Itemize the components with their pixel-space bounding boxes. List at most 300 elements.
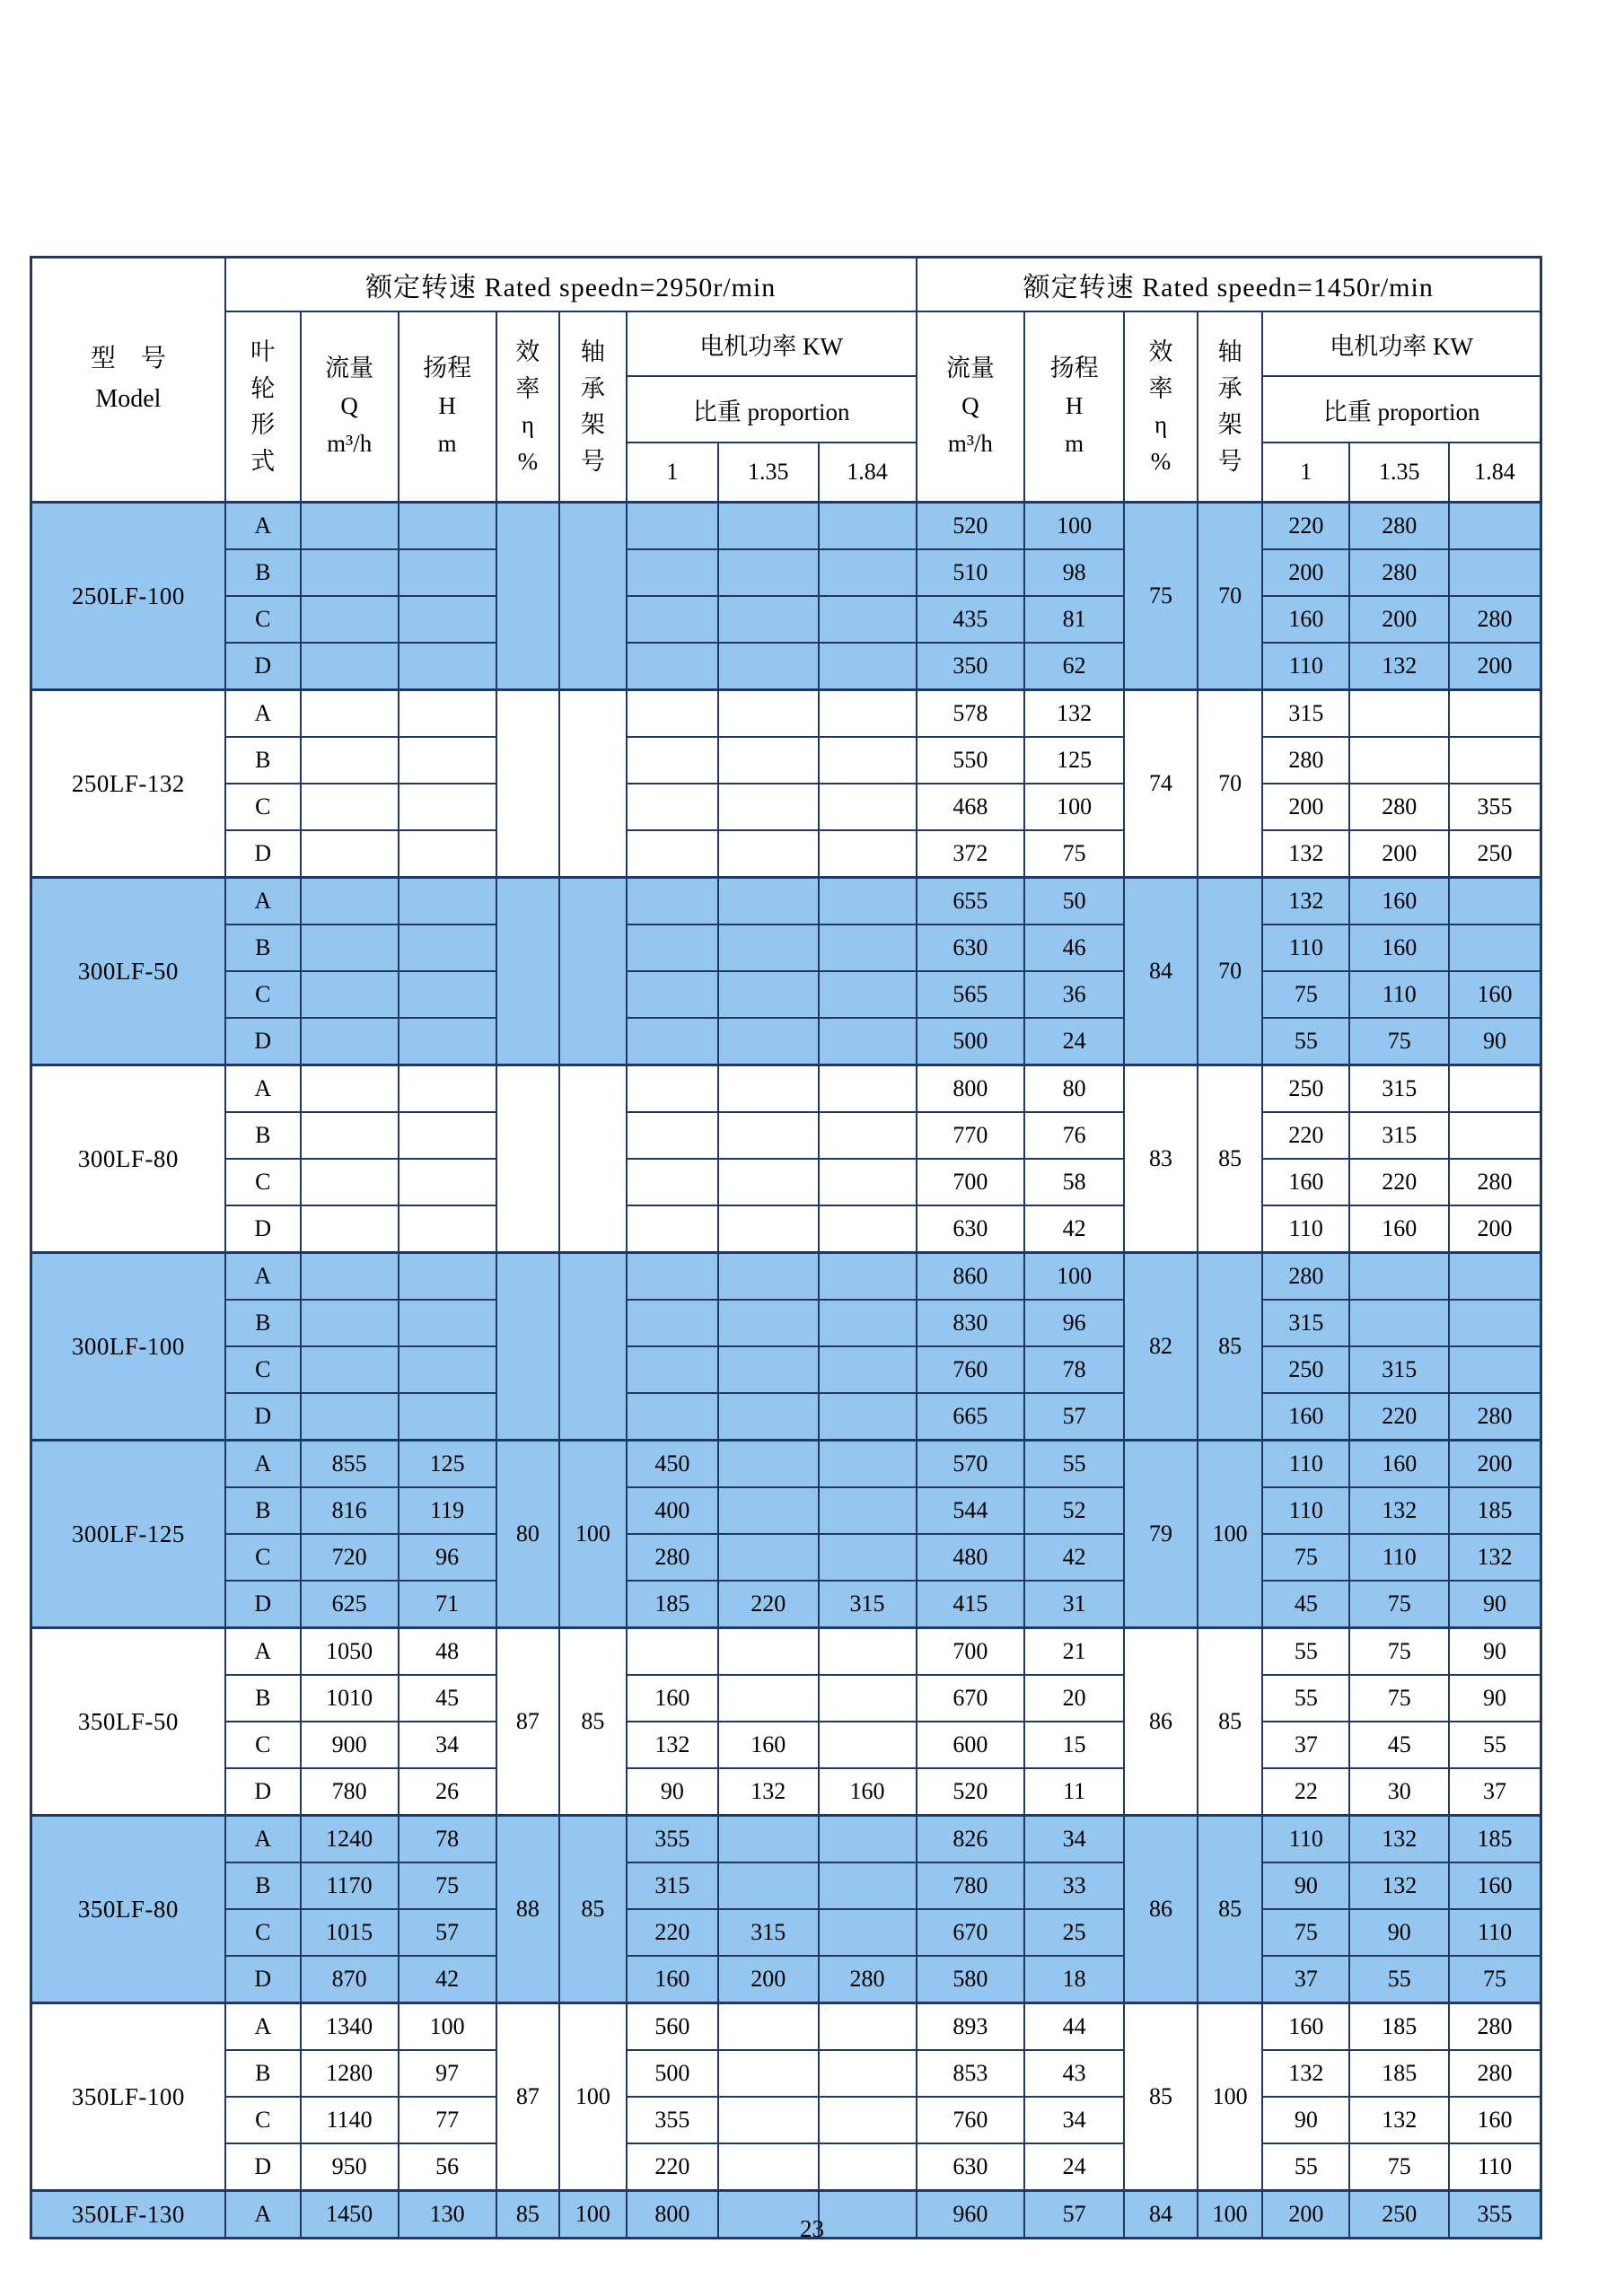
power-1450-ratio135-cell: 280 bbox=[1349, 784, 1449, 830]
head-1450-cell: 132 bbox=[1024, 690, 1124, 738]
flow-1450-cell: 578 bbox=[917, 690, 1025, 738]
power-2950-ratio135-cell bbox=[718, 2050, 819, 2097]
power-1450-ratio135-cell: 315 bbox=[1349, 1065, 1449, 1113]
power-2950-ratio1-cell bbox=[627, 1393, 718, 1441]
flow-header-2950: 流量 Q m³/h bbox=[301, 311, 399, 503]
model-cell: 350LF-50 bbox=[31, 1628, 225, 1816]
head-2950-cell bbox=[399, 1393, 496, 1441]
head-2950-cell bbox=[399, 596, 496, 643]
head-2950-cell bbox=[399, 784, 496, 830]
power-2950-ratio1-cell bbox=[627, 830, 718, 878]
power-1450-ratio135-cell: 132 bbox=[1349, 1816, 1449, 1863]
impeller-form-cell: A bbox=[225, 2191, 301, 2239]
head-1450-cell: 100 bbox=[1024, 1253, 1124, 1301]
efficiency-1450-cell: 75 bbox=[1124, 503, 1198, 690]
head-1450-cell: 55 bbox=[1024, 1441, 1124, 1488]
head-2950-cell bbox=[399, 549, 496, 596]
impeller-form-cell: B bbox=[225, 549, 301, 596]
flow-2950-cell bbox=[301, 784, 399, 830]
power-1450-ratio184-cell: 355 bbox=[1449, 2191, 1541, 2239]
power-1450-ratio184-cell: 110 bbox=[1449, 2143, 1541, 2191]
bearing-2950-cell bbox=[559, 1065, 627, 1253]
power-2950-ratio1-cell bbox=[627, 1253, 718, 1301]
head-2950-cell bbox=[399, 925, 496, 971]
flow-1450-cell: 960 bbox=[917, 2191, 1025, 2239]
flow-1450-cell: 770 bbox=[917, 1112, 1025, 1159]
power-2950-ratio1-cell bbox=[627, 1018, 718, 1065]
power-1450-ratio184-cell: 90 bbox=[1449, 1675, 1541, 1722]
power-2950-ratio135-cell: 220 bbox=[718, 1581, 819, 1628]
head-1450-cell: 31 bbox=[1024, 1581, 1124, 1628]
flow-1450-cell: 520 bbox=[917, 1768, 1025, 1816]
power-1450-ratio184-cell: 280 bbox=[1449, 2050, 1541, 2097]
impeller-form-cell: A bbox=[225, 1065, 301, 1113]
power-1450-ratio1-cell: 160 bbox=[1262, 2003, 1349, 2051]
power-1450-ratio135-cell: 280 bbox=[1349, 549, 1449, 596]
flow-2950-cell bbox=[301, 1112, 399, 1159]
bearing-2950-cell: 100 bbox=[559, 2191, 627, 2239]
head-2950-cell: 75 bbox=[399, 1862, 496, 1909]
model-cell: 300LF-80 bbox=[31, 1065, 225, 1253]
flow-2950-cell bbox=[301, 596, 399, 643]
power-1450-ratio1-cell: 110 bbox=[1262, 1205, 1349, 1253]
flow-2950-cell: 1140 bbox=[301, 2097, 399, 2143]
head-1450-cell: 25 bbox=[1024, 1909, 1124, 1956]
power-1450-ratio1-cell: 90 bbox=[1262, 1862, 1349, 1909]
power-1450-ratio184-cell: 160 bbox=[1449, 2097, 1541, 2143]
head-2950-cell: 26 bbox=[399, 1768, 496, 1816]
power-1450-ratio135-cell bbox=[1349, 1300, 1449, 1346]
flow-1450-cell: 860 bbox=[917, 1253, 1025, 1301]
efficiency-2950-cell: 87 bbox=[496, 2003, 559, 2191]
speed-header-1450: 额定转速 Rated speedn=1450r/min bbox=[917, 258, 1541, 312]
flow-2950-cell: 780 bbox=[301, 1768, 399, 1816]
power-1450-ratio184-cell: 160 bbox=[1449, 1862, 1541, 1909]
power-1450-ratio135-cell: 185 bbox=[1349, 2003, 1449, 2051]
power-1450-ratio1-cell: 110 bbox=[1262, 925, 1349, 971]
flow-1450-cell: 830 bbox=[917, 1300, 1025, 1346]
power-2950-ratio135-cell bbox=[718, 830, 819, 878]
power-2950-ratio1-cell: 280 bbox=[627, 1534, 718, 1581]
power-2950-ratio135-cell bbox=[718, 925, 819, 971]
efficiency-2950-cell: 88 bbox=[496, 1816, 559, 2003]
bearing-frame-header-2950: 轴 承 架 号 bbox=[559, 311, 627, 503]
impeller-form-cell: B bbox=[225, 1112, 301, 1159]
table-header bbox=[31, 258, 1541, 503]
power-1450-ratio1-cell: 160 bbox=[1262, 1393, 1349, 1441]
flow-2950-cell: 720 bbox=[301, 1534, 399, 1581]
power-1450-ratio135-cell: 75 bbox=[1349, 1628, 1449, 1676]
power-2950-ratio1-cell bbox=[627, 503, 718, 550]
model-cell: 350LF-130 bbox=[31, 2191, 225, 2239]
flow-2950-cell bbox=[301, 503, 399, 550]
power-2950-ratio135-cell bbox=[718, 1112, 819, 1159]
bearing-1450-cell: 70 bbox=[1198, 690, 1262, 878]
impeller-form-cell: C bbox=[225, 971, 301, 1018]
power-1450-ratio135-cell: 160 bbox=[1349, 1205, 1449, 1253]
ratio-header-2950-1: 1 bbox=[627, 443, 718, 503]
head-1450-cell: 43 bbox=[1024, 2050, 1124, 2097]
ratio-header-1450-1.35: 1.35 bbox=[1349, 443, 1449, 503]
flow-2950-cell: 900 bbox=[301, 1722, 399, 1768]
impeller-form-cell: A bbox=[225, 1253, 301, 1301]
flow-2950-cell: 1050 bbox=[301, 1628, 399, 1676]
power-2950-ratio1-cell bbox=[627, 596, 718, 643]
power-2950-ratio184-cell bbox=[819, 690, 917, 738]
power-2950-ratio184-cell bbox=[819, 1534, 917, 1581]
power-1450-ratio135-cell: 55 bbox=[1349, 1956, 1449, 2003]
head-2950-cell bbox=[399, 503, 496, 550]
power-2950-ratio135-cell bbox=[718, 1205, 819, 1253]
head-2950-cell: 71 bbox=[399, 1581, 496, 1628]
flow-1450-cell: 520 bbox=[917, 503, 1025, 550]
head-2950-cell bbox=[399, 1018, 496, 1065]
flow-1450-cell: 630 bbox=[917, 925, 1025, 971]
power-2950-ratio184-cell bbox=[819, 971, 917, 1018]
head-1450-cell: 20 bbox=[1024, 1675, 1124, 1722]
head-2950-cell: 34 bbox=[399, 1722, 496, 1768]
power-1450-ratio1-cell: 220 bbox=[1262, 503, 1349, 550]
power-2950-ratio1-cell bbox=[627, 1065, 718, 1113]
power-1450-ratio184-cell: 200 bbox=[1449, 643, 1541, 690]
power-2950-ratio184-cell: 315 bbox=[819, 1581, 917, 1628]
head-1450-cell: 52 bbox=[1024, 1487, 1124, 1534]
power-2950-ratio1-cell: 160 bbox=[627, 1675, 718, 1722]
flow-1450-cell: 893 bbox=[917, 2003, 1025, 2051]
power-2950-ratio184-cell bbox=[819, 737, 917, 784]
flow-1450-cell: 853 bbox=[917, 2050, 1025, 2097]
head-1450-cell: 58 bbox=[1024, 1159, 1124, 1205]
power-1450-ratio184-cell bbox=[1449, 1112, 1541, 1159]
power-2950-ratio1-cell bbox=[627, 878, 718, 925]
head-2950-cell: 45 bbox=[399, 1675, 496, 1722]
head-1450-cell: 24 bbox=[1024, 1018, 1124, 1065]
head-1450-cell: 46 bbox=[1024, 925, 1124, 971]
power-2950-ratio135-cell bbox=[718, 2003, 819, 2051]
impeller-form-cell: C bbox=[225, 596, 301, 643]
power-2950-ratio135-cell bbox=[718, 643, 819, 690]
power-1450-ratio135-cell: 160 bbox=[1349, 1441, 1449, 1488]
model-cell: 300LF-125 bbox=[31, 1441, 225, 1628]
power-2950-ratio135-cell bbox=[718, 596, 819, 643]
head-2950-cell: 42 bbox=[399, 1956, 496, 2003]
power-1450-ratio1-cell: 45 bbox=[1262, 1581, 1349, 1628]
flow-2950-cell bbox=[301, 1253, 399, 1301]
head-1450-cell: 15 bbox=[1024, 1722, 1124, 1768]
power-2950-ratio1-cell bbox=[627, 737, 718, 784]
power-2950-ratio184-cell bbox=[819, 1393, 917, 1441]
head-header-1450: 扬程 H m bbox=[1024, 311, 1124, 503]
head-2950-cell: 119 bbox=[399, 1487, 496, 1534]
ratio-header-2950-1.84: 1.84 bbox=[819, 443, 917, 503]
flow-1450-cell: 665 bbox=[917, 1393, 1025, 1441]
head-1450-cell: 78 bbox=[1024, 1346, 1124, 1393]
flow-1450-cell: 760 bbox=[917, 2097, 1025, 2143]
impeller-form-cell: A bbox=[225, 2003, 301, 2051]
head-1450-cell: 34 bbox=[1024, 2097, 1124, 2143]
bearing-1450-cell: 85 bbox=[1198, 1628, 1262, 1816]
head-1450-cell: 21 bbox=[1024, 1628, 1124, 1676]
power-2950-ratio135-cell bbox=[718, 1816, 819, 1863]
flow-2950-cell bbox=[301, 1346, 399, 1393]
head-1450-cell: 125 bbox=[1024, 737, 1124, 784]
flow-1450-cell: 826 bbox=[917, 1816, 1025, 1863]
flow-1450-cell: 435 bbox=[917, 596, 1025, 643]
flow-1450-cell: 350 bbox=[917, 643, 1025, 690]
power-1450-ratio135-cell: 132 bbox=[1349, 1862, 1449, 1909]
head-1450-cell: 44 bbox=[1024, 2003, 1124, 2051]
power-2950-ratio184-cell bbox=[819, 925, 917, 971]
head-1450-cell: 36 bbox=[1024, 971, 1124, 1018]
impeller-form-cell: D bbox=[225, 1581, 301, 1628]
flow-1450-cell: 760 bbox=[917, 1346, 1025, 1393]
power-2950-ratio1-cell: 355 bbox=[627, 2097, 718, 2143]
speed-header-2950: 额定转速 Rated speedn=2950r/min bbox=[225, 258, 917, 312]
power-2950-ratio184-cell bbox=[819, 596, 917, 643]
page-number: 23 bbox=[800, 2215, 824, 2242]
power-2950-ratio184-cell bbox=[819, 1862, 917, 1909]
flow-2950-cell: 1015 bbox=[301, 1909, 399, 1956]
flow-2950-cell: 1240 bbox=[301, 1816, 399, 1863]
power-1450-ratio1-cell: 55 bbox=[1262, 1628, 1349, 1676]
head-2950-cell: 97 bbox=[399, 2050, 496, 2097]
flow-1450-cell: 544 bbox=[917, 1487, 1025, 1534]
impeller-form-cell: C bbox=[225, 2097, 301, 2143]
power-1450-ratio1-cell: 55 bbox=[1262, 1018, 1349, 1065]
impeller-form-cell: D bbox=[225, 830, 301, 878]
model-cell: 250LF-132 bbox=[31, 690, 225, 878]
bearing-1450-cell: 70 bbox=[1198, 878, 1262, 1065]
power-1450-ratio1-cell: 90 bbox=[1262, 2097, 1349, 2143]
flow-1450-cell: 670 bbox=[917, 1909, 1025, 1956]
power-1450-ratio184-cell: 280 bbox=[1449, 2003, 1541, 2051]
power-2950-ratio1-cell bbox=[627, 1159, 718, 1205]
flow-1450-cell: 468 bbox=[917, 784, 1025, 830]
power-2950-ratio135-cell bbox=[718, 1441, 819, 1488]
power-2950-ratio184-cell bbox=[819, 1722, 917, 1768]
power-1450-ratio135-cell: 160 bbox=[1349, 878, 1449, 925]
power-2950-ratio135-cell bbox=[718, 1393, 819, 1441]
flow-1450-cell: 800 bbox=[917, 1065, 1025, 1113]
efficiency-2950-cell bbox=[496, 1065, 559, 1253]
impeller-form-cell: D bbox=[225, 1768, 301, 1816]
power-2950-ratio184-cell bbox=[819, 1487, 917, 1534]
impeller-form-cell: D bbox=[225, 1393, 301, 1441]
flow-2950-cell bbox=[301, 549, 399, 596]
impeller-form-cell: D bbox=[225, 643, 301, 690]
power-2950-ratio1-cell bbox=[627, 784, 718, 830]
impeller-form-cell: D bbox=[225, 2143, 301, 2191]
head-2950-cell: 125 bbox=[399, 1441, 496, 1488]
power-1450-ratio135-cell: 160 bbox=[1349, 925, 1449, 971]
impeller-form-cell: A bbox=[225, 1441, 301, 1488]
bearing-2950-cell bbox=[559, 690, 627, 878]
power-1450-ratio1-cell: 75 bbox=[1262, 1909, 1349, 1956]
power-1450-ratio1-cell: 132 bbox=[1262, 878, 1349, 925]
power-2950-ratio1-cell: 132 bbox=[627, 1722, 718, 1768]
head-2950-cell: 96 bbox=[399, 1534, 496, 1581]
impeller-form-cell: B bbox=[225, 1862, 301, 1909]
power-2950-ratio135-cell bbox=[718, 1346, 819, 1393]
model-cell: 250LF-100 bbox=[31, 503, 225, 690]
head-2950-cell bbox=[399, 643, 496, 690]
power-1450-ratio1-cell: 280 bbox=[1262, 737, 1349, 784]
bearing-frame-header-1450: 轴 承 架 号 bbox=[1198, 311, 1262, 503]
head-1450-cell: 18 bbox=[1024, 1956, 1124, 2003]
power-1450-ratio184-cell: 280 bbox=[1449, 596, 1541, 643]
flow-header-1450: 流量 Q m³/h bbox=[917, 311, 1025, 503]
bearing-1450-cell: 85 bbox=[1198, 1065, 1262, 1253]
bearing-1450-cell: 70 bbox=[1198, 503, 1262, 690]
efficiency-1450-cell: 83 bbox=[1124, 1065, 1198, 1253]
head-header-2950: 扬程 H m bbox=[399, 311, 496, 503]
impeller-form-header: 叶 轮 形 式 bbox=[225, 311, 301, 503]
power-1450-ratio184-cell bbox=[1449, 1346, 1541, 1393]
power-1450-ratio135-cell: 90 bbox=[1349, 1909, 1449, 1956]
head-2950-cell: 130 bbox=[399, 2191, 496, 2239]
flow-2950-cell bbox=[301, 737, 399, 784]
head-2950-cell bbox=[399, 1112, 496, 1159]
power-2950-ratio135-cell bbox=[718, 2143, 819, 2191]
impeller-form-cell: B bbox=[225, 2050, 301, 2097]
power-2950-ratio135-cell bbox=[718, 503, 819, 550]
efficiency-header-1450: 效 率 η % bbox=[1124, 311, 1198, 503]
power-1450-ratio135-cell: 132 bbox=[1349, 643, 1449, 690]
power-1450-ratio184-cell bbox=[1449, 1300, 1541, 1346]
impeller-form-cell: C bbox=[225, 784, 301, 830]
impeller-form-cell: B bbox=[225, 1675, 301, 1722]
power-1450-ratio184-cell: 110 bbox=[1449, 1909, 1541, 1956]
power-2950-ratio135-cell bbox=[718, 1628, 819, 1676]
efficiency-1450-cell: 74 bbox=[1124, 690, 1198, 878]
model-cell: 300LF-50 bbox=[31, 878, 225, 1065]
efficiency-1450-cell: 84 bbox=[1124, 2191, 1198, 2239]
bearing-1450-cell: 85 bbox=[1198, 1253, 1262, 1441]
power-2950-ratio184-cell bbox=[819, 1816, 917, 1863]
head-2950-cell bbox=[399, 1253, 496, 1301]
bearing-1450-cell: 100 bbox=[1198, 2003, 1262, 2191]
ratio-header-2950-1.35: 1.35 bbox=[718, 443, 819, 503]
power-1450-ratio135-cell: 45 bbox=[1349, 1722, 1449, 1768]
power-2950-ratio1-cell bbox=[627, 690, 718, 738]
power-2950-ratio184-cell bbox=[819, 1441, 917, 1488]
impeller-form-cell: C bbox=[225, 1722, 301, 1768]
head-2950-cell: 100 bbox=[399, 2003, 496, 2051]
efficiency-2950-cell bbox=[496, 690, 559, 878]
power-1450-ratio1-cell: 37 bbox=[1262, 1722, 1349, 1768]
power-1450-ratio135-cell: 132 bbox=[1349, 2097, 1449, 2143]
flow-2950-cell bbox=[301, 1300, 399, 1346]
bearing-2950-cell: 85 bbox=[559, 1628, 627, 1816]
power-1450-ratio184-cell: 250 bbox=[1449, 830, 1541, 878]
head-1450-cell: 80 bbox=[1024, 1065, 1124, 1113]
power-2950-ratio135-cell: 315 bbox=[718, 1909, 819, 1956]
flow-1450-cell: 670 bbox=[917, 1675, 1025, 1722]
power-2950-ratio135-cell bbox=[718, 1487, 819, 1534]
power-2950-ratio1-cell: 220 bbox=[627, 2143, 718, 2191]
impeller-form-cell: A bbox=[225, 1816, 301, 1863]
flow-2950-cell bbox=[301, 690, 399, 738]
head-1450-cell: 11 bbox=[1024, 1768, 1124, 1816]
power-1450-ratio1-cell: 315 bbox=[1262, 1300, 1349, 1346]
power-1450-ratio1-cell: 220 bbox=[1262, 1112, 1349, 1159]
power-2950-ratio135-cell bbox=[718, 1675, 819, 1722]
head-1450-cell: 76 bbox=[1024, 1112, 1124, 1159]
impeller-form-cell: D bbox=[225, 1205, 301, 1253]
impeller-form-cell: C bbox=[225, 1534, 301, 1581]
power-1450-ratio1-cell: 75 bbox=[1262, 971, 1349, 1018]
flow-1450-cell: 780 bbox=[917, 1862, 1025, 1909]
flow-2950-cell bbox=[301, 878, 399, 925]
power-2950-ratio135-cell bbox=[718, 549, 819, 596]
flow-1450-cell: 570 bbox=[917, 1441, 1025, 1488]
power-1450-ratio184-cell bbox=[1449, 737, 1541, 784]
power-1450-ratio135-cell: 200 bbox=[1349, 596, 1449, 643]
power-1450-ratio1-cell: 250 bbox=[1262, 1346, 1349, 1393]
power-1450-ratio135-cell: 280 bbox=[1349, 503, 1449, 550]
power-2950-ratio184-cell bbox=[819, 878, 917, 925]
power-1450-ratio135-cell: 200 bbox=[1349, 830, 1449, 878]
power-2950-ratio1-cell bbox=[627, 1300, 718, 1346]
flow-2950-cell bbox=[301, 971, 399, 1018]
flow-2950-cell bbox=[301, 925, 399, 971]
efficiency-2950-cell bbox=[496, 878, 559, 1065]
power-2950-ratio1-cell: 90 bbox=[627, 1768, 718, 1816]
head-1450-cell: 50 bbox=[1024, 878, 1124, 925]
power-1450-ratio184-cell: 55 bbox=[1449, 1722, 1541, 1768]
power-1450-ratio1-cell: 200 bbox=[1262, 784, 1349, 830]
proportion-header-1450: 比重 proportion bbox=[1262, 376, 1541, 443]
power-2950-ratio184-cell bbox=[819, 1909, 917, 1956]
power-1450-ratio135-cell: 315 bbox=[1349, 1112, 1449, 1159]
power-1450-ratio135-cell: 220 bbox=[1349, 1159, 1449, 1205]
power-1450-ratio184-cell bbox=[1449, 690, 1541, 738]
head-2950-cell bbox=[399, 690, 496, 738]
power-1450-ratio135-cell bbox=[1349, 1253, 1449, 1301]
power-1450-ratio1-cell: 200 bbox=[1262, 549, 1349, 596]
power-1450-ratio135-cell: 185 bbox=[1349, 2050, 1449, 2097]
power-2950-ratio184-cell bbox=[819, 1300, 917, 1346]
power-2950-ratio1-cell bbox=[627, 1205, 718, 1253]
power-2950-ratio135-cell bbox=[718, 690, 819, 738]
power-1450-ratio1-cell: 200 bbox=[1262, 2191, 1349, 2239]
flow-1450-cell: 415 bbox=[917, 1581, 1025, 1628]
head-2950-cell bbox=[399, 830, 496, 878]
power-2950-ratio184-cell bbox=[819, 784, 917, 830]
power-1450-ratio135-cell: 250 bbox=[1349, 2191, 1449, 2239]
power-1450-ratio184-cell: 355 bbox=[1449, 784, 1541, 830]
flow-2950-cell bbox=[301, 830, 399, 878]
model-cell: 350LF-100 bbox=[31, 2003, 225, 2191]
impeller-form-cell: D bbox=[225, 1018, 301, 1065]
model-cell: 300LF-100 bbox=[31, 1253, 225, 1441]
flow-1450-cell: 550 bbox=[917, 737, 1025, 784]
efficiency-2950-cell: 85 bbox=[496, 2191, 559, 2239]
flow-1450-cell: 372 bbox=[917, 830, 1025, 878]
flow-2950-cell: 1280 bbox=[301, 2050, 399, 2097]
bearing-2950-cell bbox=[559, 503, 627, 690]
impeller-form-cell: A bbox=[225, 503, 301, 550]
bearing-2950-cell: 85 bbox=[559, 1816, 627, 2003]
power-1450-ratio184-cell bbox=[1449, 549, 1541, 596]
proportion-header-2950: 比重 proportion bbox=[627, 376, 917, 443]
flow-2950-cell bbox=[301, 643, 399, 690]
impeller-form-cell: B bbox=[225, 1300, 301, 1346]
power-1450-ratio1-cell: 75 bbox=[1262, 1534, 1349, 1581]
power-2950-ratio1-cell bbox=[627, 549, 718, 596]
flow-1450-cell: 500 bbox=[917, 1018, 1025, 1065]
power-2950-ratio184-cell bbox=[819, 2050, 917, 2097]
